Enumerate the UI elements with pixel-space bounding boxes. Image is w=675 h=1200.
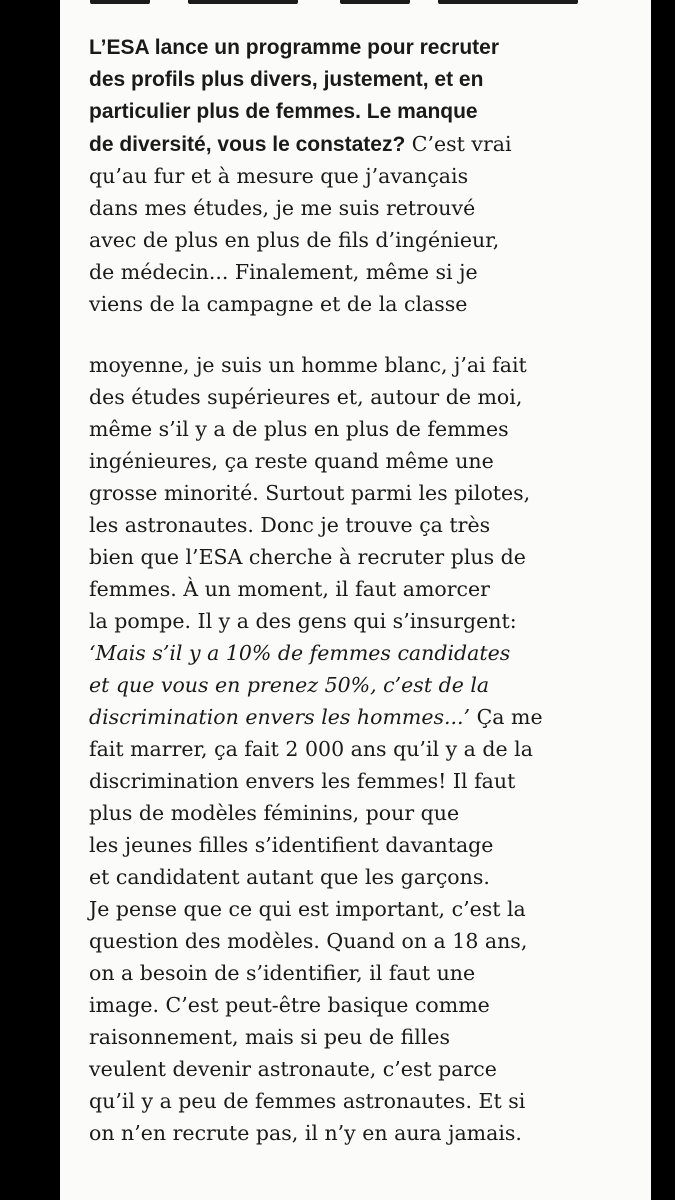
text-line: [89, 1053, 589, 1085]
answer-text: discrimination envers les femmes! Il faut: [89, 769, 516, 793]
text-line: [89, 256, 589, 288]
quoted-text: et que vous en prenez 50%, c’est de la: [89, 673, 490, 697]
text-line: [89, 925, 589, 957]
text-line: [89, 957, 589, 989]
answer-text: femmes. À un moment, il faut amorcer: [89, 577, 490, 601]
interview-question-block: [89, 32, 589, 320]
text-line: [89, 477, 589, 509]
text-line: [89, 893, 589, 925]
answer-text: Je pense que ce qui est important, c’est la: [89, 897, 526, 921]
text-line: [89, 413, 589, 445]
question-text: L’ESA lance un programme pour recruter: [89, 36, 499, 59]
answer-text: fait marrer, ça fait 2 000 ans qu’il y a de la: [89, 737, 533, 761]
text-line: [89, 829, 589, 861]
text-line: [89, 160, 589, 192]
answer-text: grosse minorité. Surtout parmi les pilotes,: [89, 481, 531, 505]
text-line: [89, 861, 589, 893]
text-line: [89, 1085, 589, 1117]
text-line: [89, 541, 589, 573]
interview-answer-block: [89, 349, 589, 1149]
answer-text: on n’en recrute pas, il n’y en aura jamais.: [89, 1121, 522, 1145]
answer-text: dans mes études, je me suis retrouvé: [89, 196, 476, 220]
text-line: [89, 637, 589, 669]
answer-text: viens de la campagne et de la classe: [89, 292, 468, 316]
answer-text: qu’il y a peu de femmes astronautes. Et si: [89, 1089, 526, 1113]
quoted-text: discrimination envers les hommes...’: [89, 705, 471, 729]
answer-text: raisonnement, mais si peu de filles: [89, 1025, 451, 1049]
answer-text: on a besoin de s’identifier, il faut une: [89, 961, 476, 985]
text-line: [89, 96, 589, 128]
answer-text: même s’il y a de plus en plus de femmes: [89, 417, 509, 441]
answer-text: bien que l’ESA cherche à recruter plus de: [89, 545, 526, 569]
text-line: [89, 445, 589, 477]
right-black-border: [651, 0, 675, 1200]
answer-text: et candidatent autant que les garçons.: [89, 865, 490, 889]
answer-text: image. C’est peut-être basique comme: [89, 993, 490, 1017]
answer-text: qu’au fur et à mesure que j’avançais: [89, 164, 469, 188]
answer-text: avec de plus en plus de fils d’ingénieur,: [89, 228, 500, 252]
text-line: [89, 32, 589, 64]
answer-text: la pompe. Il y a des gens qui s’insurgent:: [89, 609, 517, 633]
answer-text: les jeunes filles s’identifient davantage: [89, 833, 494, 857]
text-line: [89, 701, 589, 733]
answer-text: question des modèles. Quand on a 18 ans,: [89, 929, 528, 953]
answer-text: de médecin... Finalement, même si je: [89, 260, 478, 284]
text-line: [89, 573, 589, 605]
question-text: de diversité, vous le constatez?: [89, 133, 406, 156]
left-black-border: [0, 0, 60, 1200]
quoted-text: ‘Mais s’il y a 10% de femmes candidates: [89, 641, 511, 665]
answer-text: Ça me: [470, 705, 543, 729]
cropped-previous-line: [60, 0, 651, 6]
text-line: [89, 733, 589, 765]
answer-text: des études supérieures et, autour de moi,: [89, 385, 523, 409]
text-line: [89, 605, 589, 637]
answer-text: ingénieures, ça reste quand même une: [89, 449, 494, 473]
text-line: [89, 509, 589, 541]
text-line: [89, 349, 589, 381]
text-line: [89, 1117, 589, 1149]
text-line: [89, 288, 589, 320]
text-line: [89, 765, 589, 797]
answer-text: C’est vrai: [405, 132, 512, 156]
text-line: [89, 1021, 589, 1053]
answer-text: moyenne, je suis un homme blanc, j’ai fait: [89, 353, 527, 377]
text-line: [89, 381, 589, 413]
answer-text: veulent devenir astronaute, c’est parce: [89, 1057, 497, 1081]
text-line: [89, 989, 589, 1021]
text-line: [89, 64, 589, 96]
question-text: particulier plus de femmes. Le manque: [89, 100, 478, 123]
text-line: [89, 192, 589, 224]
text-line: [89, 128, 589, 160]
text-line: [89, 669, 589, 701]
answer-text: plus de modèles féminins, pour que: [89, 801, 460, 825]
question-text: des profils plus divers, justement, et en: [89, 68, 484, 91]
text-line: [89, 224, 589, 256]
answer-text: les astronautes. Donc je trouve ça très: [89, 513, 491, 537]
text-line: [89, 797, 589, 829]
